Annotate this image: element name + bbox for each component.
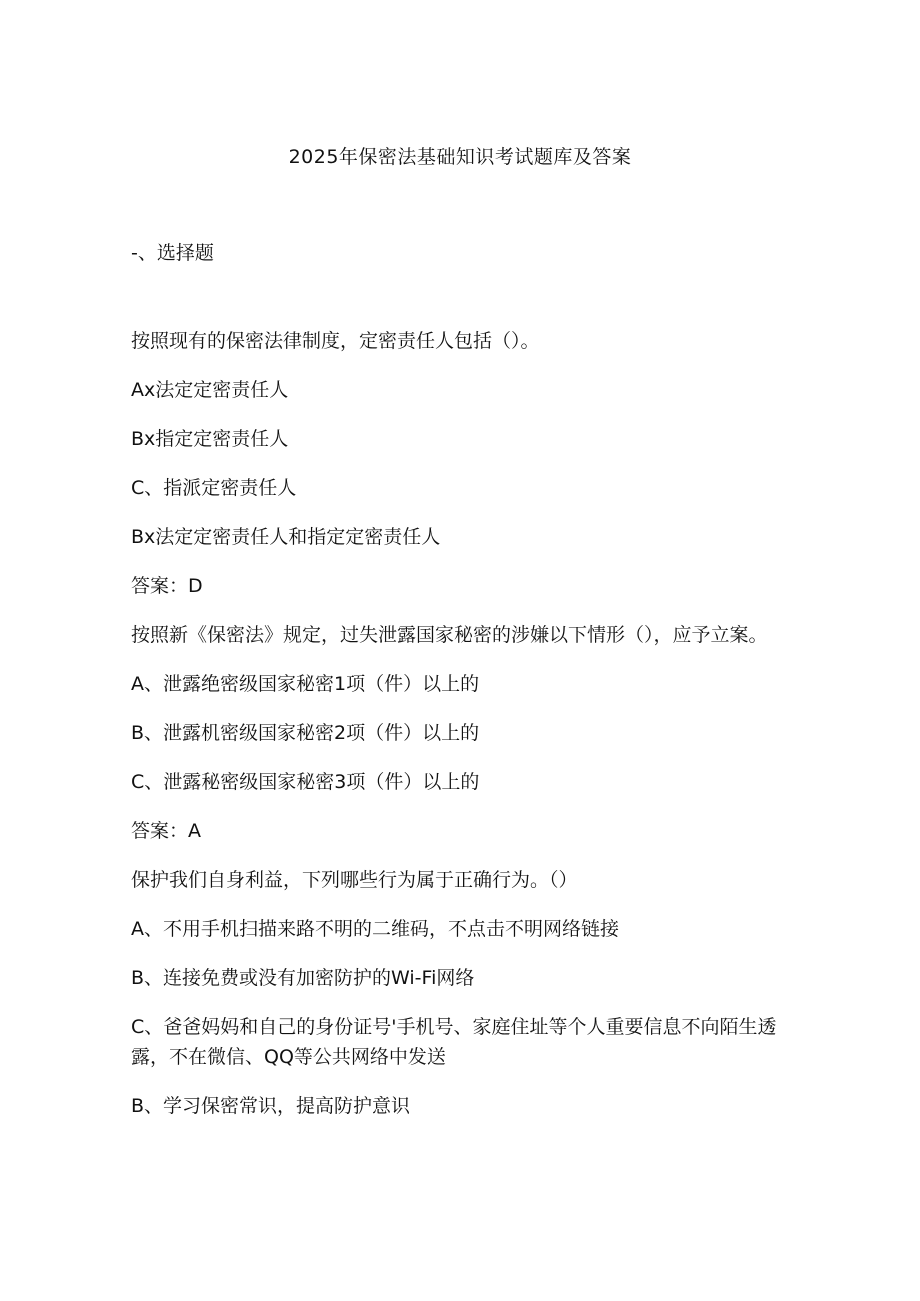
section-heading: -、选择题: [131, 242, 214, 264]
q3-option-c: C、爸爸妈妈和自己的身份证号'手机号、家庭住址等个人重要信息不向陌生透露，不在微信、QQ等公共网络中发送: [131, 1016, 777, 1068]
q1-option-d: Bx法定定密责任人和指定定密责任人: [131, 526, 441, 548]
q1-option-b: Bx指定定密责任人: [131, 428, 289, 450]
q1-option-a: Ax法定定密责任人: [131, 379, 289, 401]
q1-option-c: C、指派定密责任人: [131, 477, 297, 499]
q3-option-b: B、连接免费或没有加密防护的Wi-Fi网络: [131, 967, 475, 989]
q1-answer: 答案：D: [131, 575, 203, 597]
q3-option-d: B、学习保密常识，提高防护意识: [131, 1095, 411, 1117]
q3-option-a: A、不用手机扫描来路不明的二维码，不点击不明网络链接: [131, 918, 619, 940]
q2-option-a: A、泄露绝密级国家秘密1项（件）以上的: [131, 673, 480, 695]
question-1: 按照现有的保密法律制度，定密责任人包括（）。: [131, 330, 540, 352]
q2-option-c: C、泄露秘密级国家秘密3项（件）以上的: [131, 771, 480, 793]
question-3: 保护我们自身利益，下列哪些行为属于正确行为。（）: [131, 869, 578, 891]
document-title: 2025年保密法基础知识考试题库及答案: [288, 146, 632, 168]
document-body: [131, 326, 781, 1140]
question-2: 按照新《保密法》规定，过失泄露国家秘密的涉嫌以下情形（），应予立案。: [131, 624, 768, 646]
q2-answer: 答案：A: [131, 820, 201, 842]
q2-option-b: B、泄露机密级国家秘密2项（件）以上的: [131, 722, 480, 744]
